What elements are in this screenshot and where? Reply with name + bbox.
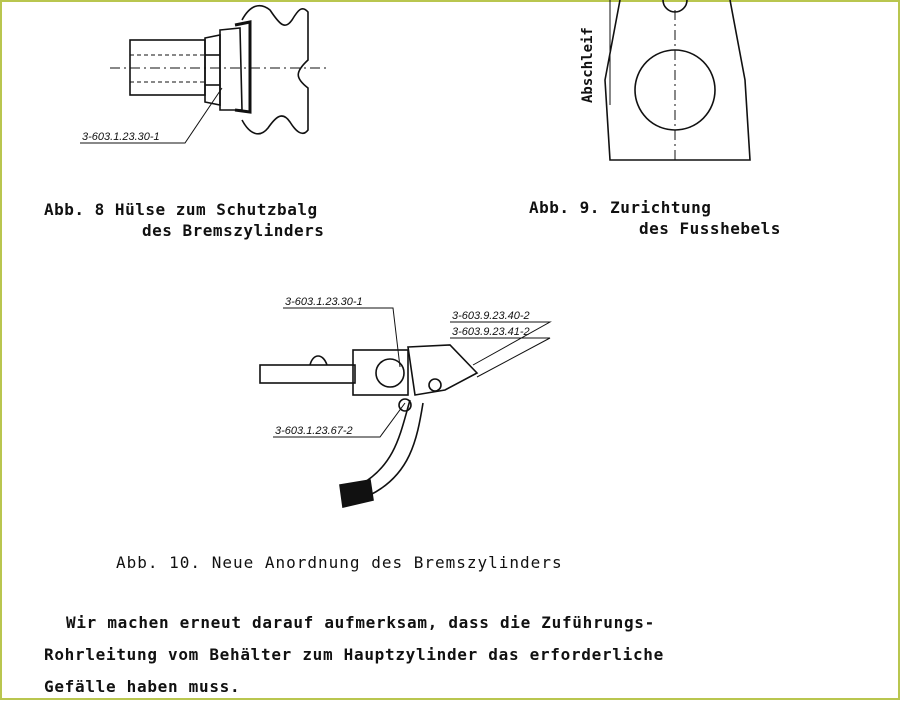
figure-9-caption [529,197,781,239]
figure-10-label-3: 3-603.9.23.41-2 [452,326,530,338]
figure-10-label-2: 3-603.9.23.40-2 [452,310,530,322]
figure-8-drawing [70,0,360,175]
body-line-1: Wir machen erneut darauf aufmerksam, dass die Zuführungs- [66,613,655,632]
figure-9-rotated-label: Abschleif [580,27,596,103]
figure-8-part-label: 3-603.1.23.30-1 [82,131,160,143]
figure-9-drawing [570,0,760,175]
body-line-2: Rohrleitung vom Behälter zum Hauptzylinder das erforderliche [44,645,664,664]
figure-8-caption-line-1: Abb. 8 Hülse zum Schutzbalg [44,200,318,219]
figure-9-caption-line-1: Abb. 9. Zurichtung [529,198,712,217]
body-paragraph [44,607,824,703]
figure-10-label-4: 3-603.1.23.67-2 [275,425,353,437]
figure-8-caption [44,199,324,241]
figure-10-label-1: 3-603.1.23.30-1 [285,296,363,308]
figure-9-caption-line-2: des Fusshebels [639,219,781,238]
figure-10-drawing [245,285,575,530]
figure-10-caption: Abb. 10. Neue Anordnung des Bremszylinders [116,553,563,572]
body-line-3: Gefälle haben muss. [44,677,241,696]
figure-8-caption-line-2: des Bremszylinders [142,221,325,240]
